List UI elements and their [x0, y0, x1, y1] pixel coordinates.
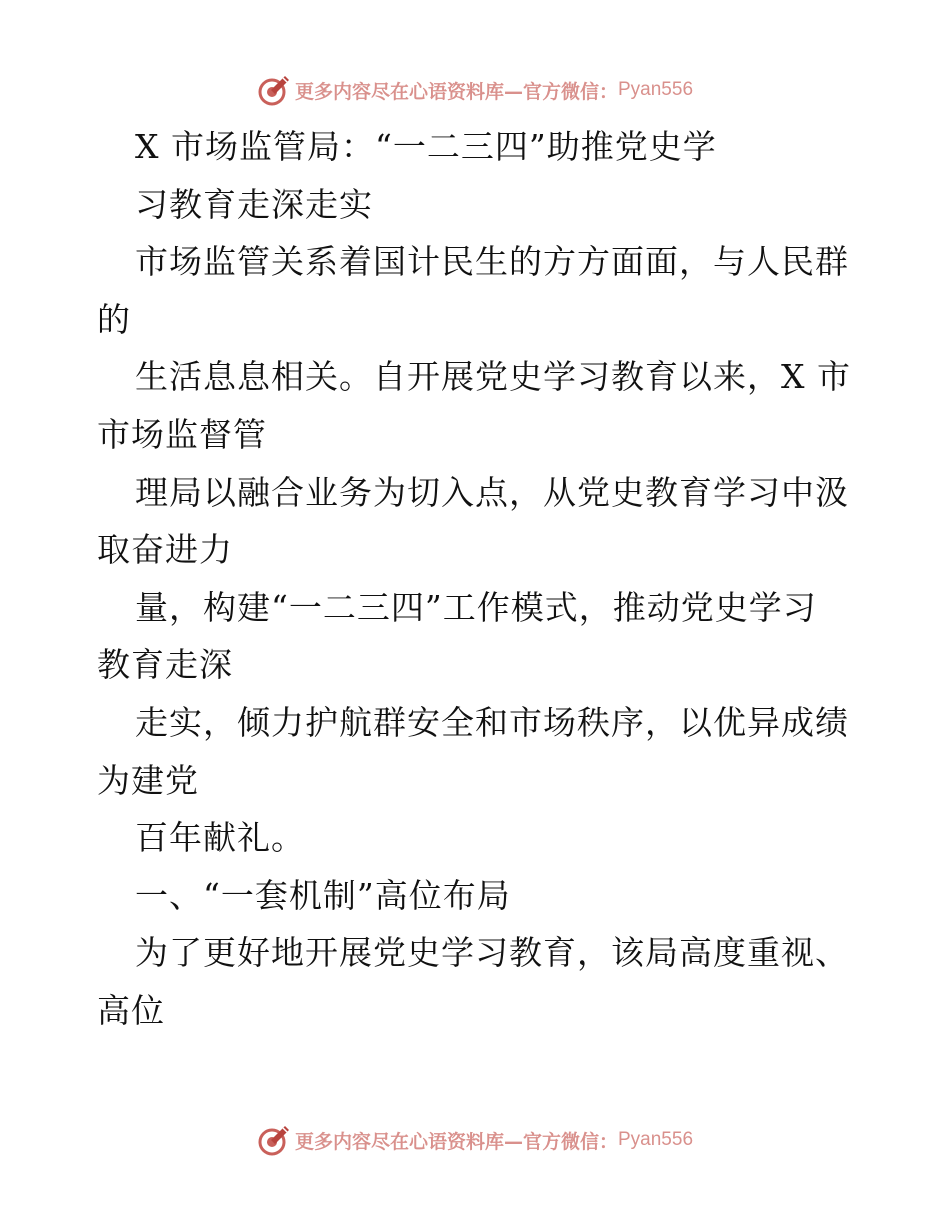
paragraph-line: 教育走深 [97, 645, 233, 685]
watermark-id: Pyan556 [618, 1129, 694, 1150]
paragraph-line: 为了更好地开展党史学习教育，该局高度重视、 [135, 933, 849, 973]
paragraph-line: 取奋进力 [97, 530, 233, 570]
document-body [97, 118, 857, 1040]
paragraph-line: 理局以融合业务为切入点，从党史教育学习中汲 [135, 472, 849, 512]
paragraph-line: 市场监督管 [97, 414, 267, 454]
watermark-text: 更多内容尽在心语资料库—官方微信： [294, 80, 618, 103]
pen-nib-logo-icon [257, 73, 291, 107]
paragraph-line: 市场监管关系着国计民生的方方面面，与人民群 [135, 242, 849, 282]
watermark-text: 更多内容尽在心语资料库—官方微信： [294, 1130, 618, 1153]
pen-nib-logo-icon [257, 1123, 291, 1157]
title-line-1: X 市场监管局：“一二三四”助推党史学 [135, 127, 717, 166]
paragraph-line: 百年献礼。 [135, 818, 305, 858]
footer-watermark [0, 1120, 950, 1160]
paragraph-line: 高位 [97, 990, 165, 1030]
title-line-2: 习教育走深走实 [135, 184, 373, 224]
paragraph-line: 生活息息相关。自开展党史学习教育以来，X 市 [135, 357, 851, 397]
paragraph-line: 量，构建“一二三四”工作模式，推动党史学习 [135, 587, 817, 627]
paragraph-line: 的 [97, 299, 131, 339]
header-watermark [0, 70, 950, 110]
paragraph-line: 走实，倾力护航群安全和市场秩序，以优异成绩 [135, 702, 849, 742]
watermark-id: Pyan556 [618, 79, 694, 100]
paragraph-line: 为建党 [97, 760, 199, 800]
section-heading: 一、“一套机制”高位布局 [135, 875, 511, 915]
